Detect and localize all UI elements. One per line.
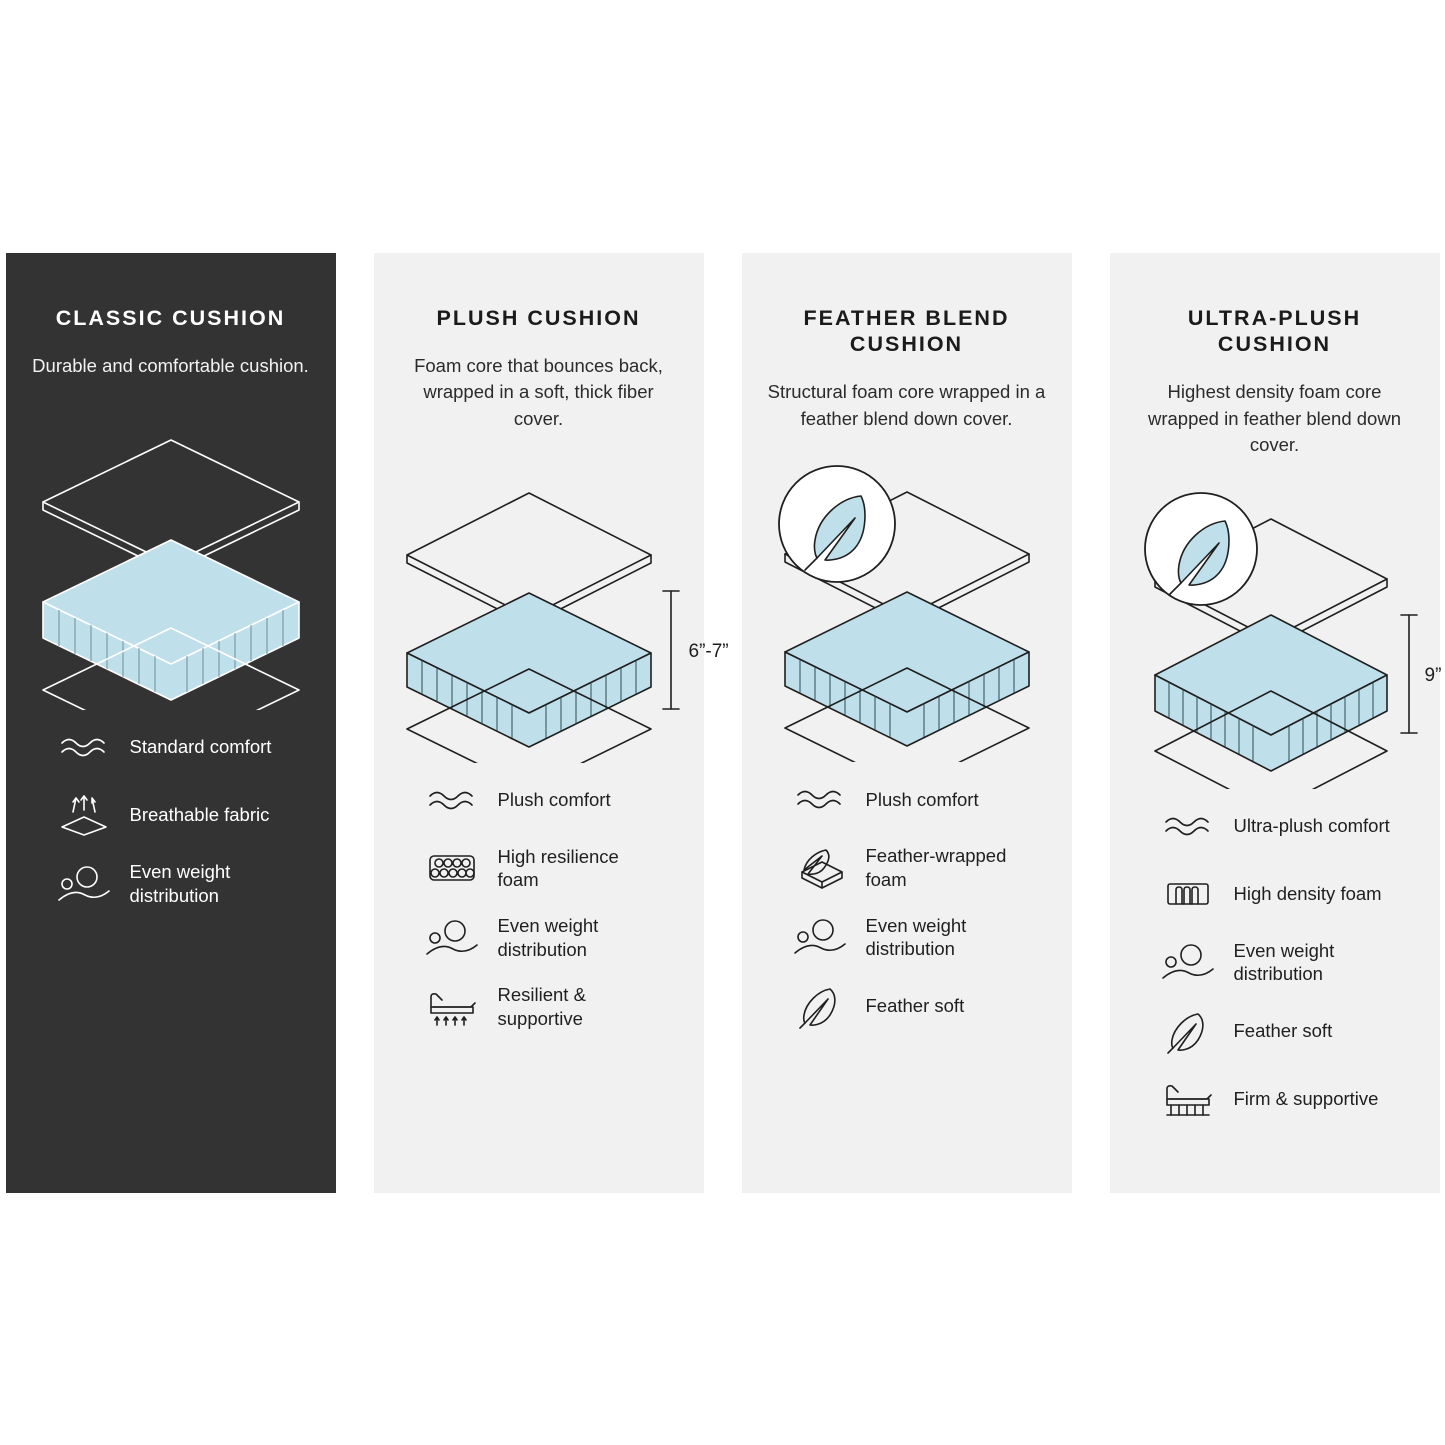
supportive-seat-icon <box>1160 1076 1216 1122</box>
feature-item <box>1160 1076 1416 1122</box>
feature-label: Even weight distribution <box>129 860 231 906</box>
feature-label: High density foam <box>1233 882 1382 904</box>
feature-label: Ultra-plush comfort <box>1233 814 1390 836</box>
card-title: ULTRA-PLUSH CUSHION <box>1187 306 1362 357</box>
even-weight-icon <box>1160 939 1216 985</box>
feature-label: Even weight distribution <box>497 914 599 960</box>
feature-label: Breathable fabric <box>129 804 270 826</box>
dense-foam-icon <box>1160 871 1216 917</box>
feature-list <box>398 777 680 1031</box>
feature-item <box>56 724 312 770</box>
card-title: CLASSIC CUSHION <box>55 306 286 330</box>
feather-icon <box>792 983 848 1029</box>
feature-item <box>792 914 1048 961</box>
cushion-exploded-diagram <box>757 462 1057 762</box>
feature-list <box>1134 803 1416 1122</box>
waves-icon <box>1160 803 1216 849</box>
feature-label: Plush comfort <box>497 788 611 810</box>
dimension-label: 9” <box>1424 664 1442 686</box>
cushion-card-feather-blend[interactable] <box>742 253 1072 1193</box>
feature-item <box>792 844 1048 891</box>
cushion-card-ultra-plush[interactable] <box>1110 253 1440 1193</box>
feather-icon <box>1160 1008 1216 1054</box>
feature-label: Plush comfort <box>865 788 979 810</box>
feature-item <box>424 983 680 1030</box>
feature-item <box>1160 939 1416 986</box>
honeycomb-foam-icon <box>424 845 480 891</box>
feature-item <box>424 914 680 961</box>
feature-list <box>766 776 1048 1029</box>
cushion-exploded-diagram <box>21 410 321 710</box>
even-weight-icon <box>424 915 480 961</box>
feature-item <box>1160 803 1416 849</box>
card-description: Highest density foam core wrapped in feather blend down cover. <box>1147 381 1401 455</box>
card-description: Structural foam core wrapped in a feather blend down cover. <box>767 381 1046 429</box>
cushion-card-plush[interactable] <box>374 253 729 1193</box>
cushion-card-classic[interactable] <box>6 253 336 1193</box>
cushion-cards-row <box>0 253 1445 1193</box>
feature-item <box>424 845 680 892</box>
waves-icon <box>792 776 848 822</box>
feature-label: Feather-wrapped foam <box>865 845 1007 891</box>
supportive-seat-icon <box>424 984 480 1030</box>
feature-item <box>1160 871 1416 917</box>
even-weight-icon <box>56 861 112 907</box>
feature-item <box>1160 1008 1416 1054</box>
feather-badge-icon <box>779 466 895 582</box>
feature-label: Even weight distribution <box>865 914 967 960</box>
feature-list <box>30 724 312 907</box>
waves-icon <box>424 777 480 823</box>
feature-label: Resilient & supportive <box>497 984 586 1029</box>
feature-label: High resilience foam <box>497 845 619 891</box>
breathable-fabric-icon <box>56 792 112 838</box>
feature-item <box>792 776 1048 822</box>
feature-label: Feather soft <box>865 995 965 1017</box>
feature-item <box>792 983 1048 1029</box>
feature-item <box>56 792 312 838</box>
card-title: PLUSH CUSHION <box>436 306 641 330</box>
feature-label: Standard comfort <box>129 736 272 758</box>
card-description: Durable and comfortable cushion. <box>32 355 309 377</box>
cushion-exploded-diagram <box>389 463 729 763</box>
feature-label: Even weight distribution <box>1233 939 1335 985</box>
dimension-label: 6”-7” <box>688 640 729 662</box>
feature-label: Firm & supportive <box>1233 1088 1379 1110</box>
card-description: Foam core that bounces back, wrapped in a soft, thick fiber cover. <box>414 355 663 429</box>
card-title: FEATHER BLEND CUSHION <box>803 306 1010 357</box>
cushion-exploded-diagram <box>1125 489 1442 789</box>
feature-item <box>424 777 680 823</box>
feature-item <box>56 860 312 907</box>
feather-wrapped-foam-icon <box>792 845 848 891</box>
feature-label: Feather soft <box>1233 1020 1333 1042</box>
feather-badge-icon <box>1145 493 1257 605</box>
even-weight-icon <box>792 914 848 960</box>
waves-icon <box>56 724 112 770</box>
